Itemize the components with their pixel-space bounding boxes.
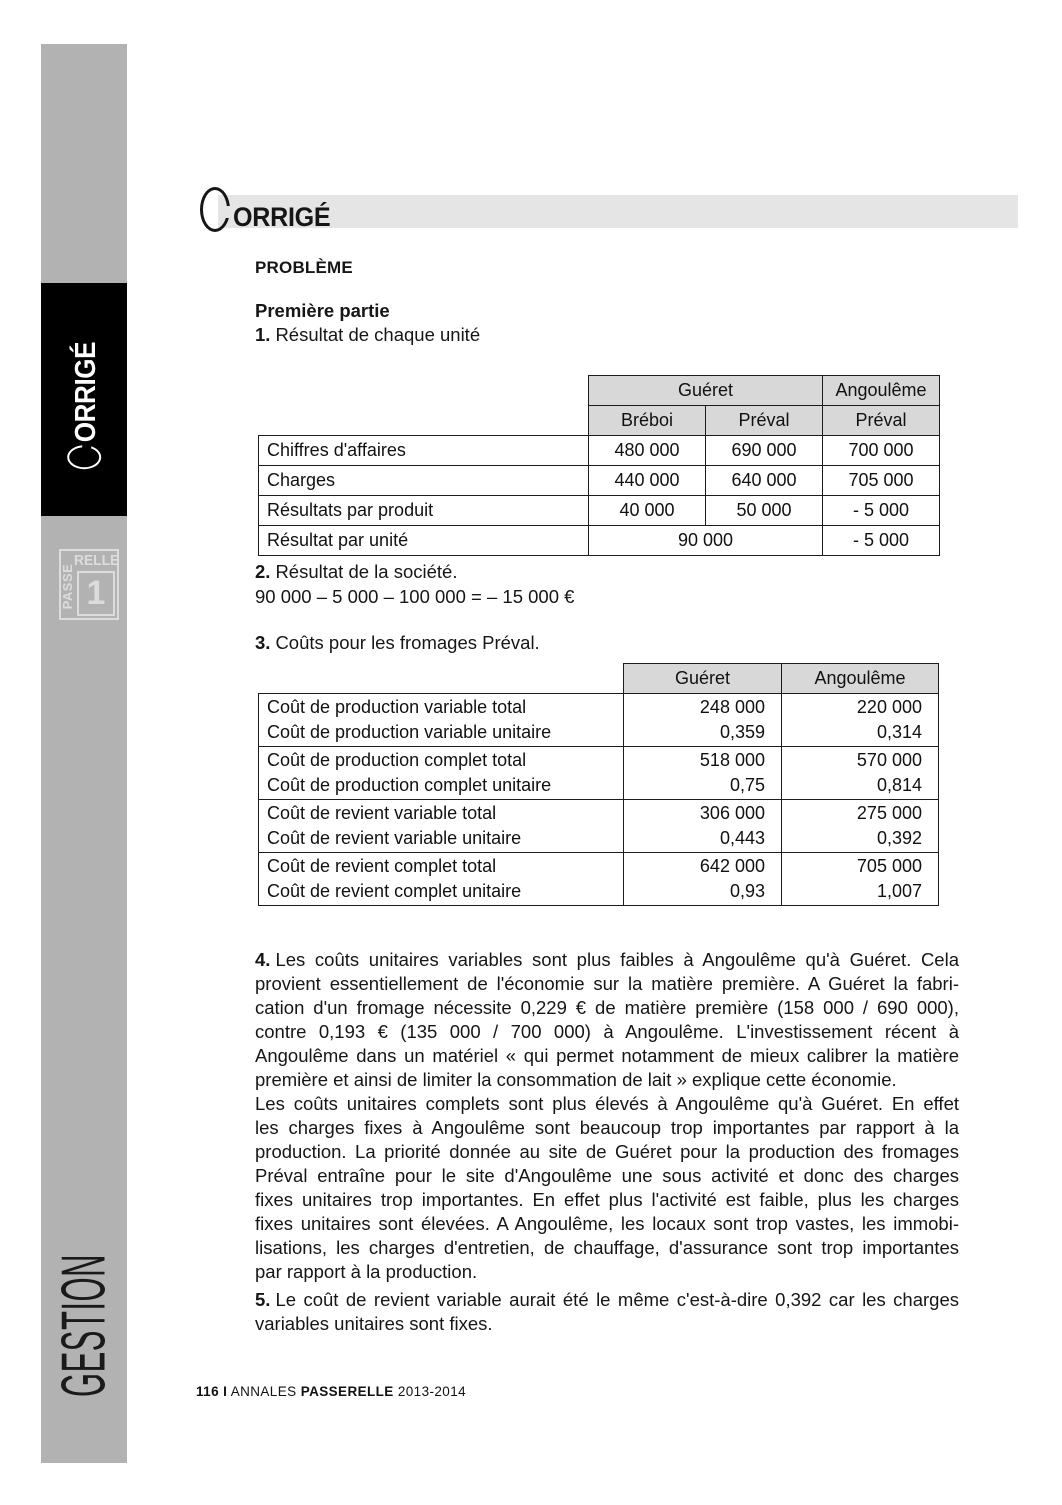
paragraph-line: provient essentiellement de l'économie sur la matière première. A Guéret la fabri- — [255, 973, 959, 994]
cell-value — [624, 800, 782, 853]
label-unit: Coût de revient complet unitaire — [267, 881, 522, 901]
label-unit: Coût de revient variable unitaire — [267, 828, 522, 848]
value-total: 570 000 — [856, 750, 922, 770]
table-row — [259, 853, 939, 906]
question-2-number: 2. — [255, 561, 271, 582]
cell-value — [624, 747, 782, 800]
paragraph-line — [255, 1288, 959, 1312]
label-unit: Coût de production variable unitaire — [267, 722, 552, 742]
row-label: Résultats par produit — [259, 496, 589, 526]
column-group-angouleme: Angoulême — [823, 376, 940, 406]
question-3-text: Coûts pour les fromages Préval. — [275, 632, 540, 653]
value-total: 518 000 — [699, 750, 765, 770]
table-row — [259, 747, 939, 800]
row-label — [259, 853, 624, 906]
badge-side-label: PASSE — [60, 563, 75, 610]
question-2-text: Résultat de la société. — [275, 561, 458, 582]
paragraph-line: Angoulême dans un matériel « qui permet notamment de mieux calibrer la matière — [255, 1045, 959, 1066]
value-unit: 0,392 — [876, 828, 922, 848]
cell-value — [624, 694, 782, 747]
table-row — [259, 466, 940, 496]
paragraph-line: Les coûts unitaires complets sont plus élevés à Angoulême qu'à Guéret. En effet — [255, 1093, 959, 1114]
footer-separator: I — [223, 1384, 228, 1399]
cost-table — [258, 663, 939, 906]
sidebar-subject — [41, 1245, 127, 1405]
cell-value: 480 000 — [589, 436, 706, 466]
value-unit: 0,93 — [729, 881, 765, 901]
sidebar-corrige-text: ORRIGÉ — [70, 341, 102, 442]
column-gueret: Guéret — [624, 664, 782, 694]
footer-brand: PASSERELLE — [300, 1384, 394, 1399]
paragraph-line: fixes unitaires sont élevées. A Angoulême, les locaux sont trop vastes, les immobi- — [255, 1213, 959, 1234]
paragraph-line: cation d'un fromage nécessite 0,229 € de matière première (158 000 / 690 000), — [255, 997, 959, 1018]
column-group-gueret: Guéret — [589, 376, 823, 406]
table-blank-cell — [259, 376, 589, 436]
table-row — [259, 800, 939, 853]
formula: 90 000 – 5 000 – 100 000 = – 15 000 € — [255, 586, 575, 607]
results-table — [258, 375, 940, 556]
paragraph-line: par rapport à la production. — [255, 1261, 478, 1282]
cell-value — [624, 853, 782, 906]
value-total: 220 000 — [856, 697, 922, 717]
column-breboi: Bréboi — [589, 406, 706, 436]
question-1 — [255, 324, 480, 346]
paragraph-line: Préval entraîne pour le site d'Angoulême une sous activité et donc des charges — [255, 1165, 959, 1186]
value-total: 248 000 — [699, 697, 765, 717]
paragraph-line: contre 0,193 € (135 000 / 700 000) à Angoulême. L'investissement récent à — [255, 1021, 959, 1042]
cell-value: 640 000 — [706, 466, 823, 496]
table-header-row — [259, 664, 939, 694]
value-unit: 0,314 — [876, 722, 922, 742]
paragraph-line — [255, 948, 959, 972]
corrige-header — [200, 187, 1020, 235]
value-total: 705 000 — [856, 856, 922, 876]
cell-value — [782, 694, 939, 747]
question-1-text: Résultat de chaque unité — [275, 324, 481, 345]
header-title — [200, 187, 1020, 232]
paragraph-line: lisations, les charges d'entretien, de chauffage, d'assurance sont trop importantes — [255, 1237, 959, 1258]
question-2 — [255, 559, 574, 584]
answer-5 — [255, 1288, 959, 1336]
row-label: Chiffres d'affaires — [259, 436, 589, 466]
sidebar-subject-label: GESTION — [49, 1253, 119, 1397]
cell-value: 700 000 — [823, 436, 940, 466]
value-unit: 0,443 — [719, 828, 765, 848]
part-heading: Première partie — [255, 300, 390, 321]
label-total: Coût de revient complet total — [267, 856, 497, 876]
question-5-number: 5. — [255, 1289, 271, 1310]
row-label: Charges — [259, 466, 589, 496]
question-1-number: 1. — [255, 324, 271, 345]
cell-value: - 5 000 — [823, 526, 940, 556]
row-label — [259, 694, 624, 747]
badge-top-label: RELLE — [74, 552, 120, 569]
question-3 — [255, 632, 540, 654]
header-title-text: ORRIGÉ — [233, 202, 331, 232]
paragraph-line: variables unitaires sont fixes. — [255, 1313, 493, 1334]
paragraph-line: production. La priorité donnée au site de Guéret pour la production des fromages — [255, 1141, 959, 1162]
value-unit: 1,007 — [876, 881, 922, 901]
value-unit: 0,75 — [729, 775, 765, 795]
value-total: 642 000 — [699, 856, 765, 876]
problem-heading: PROBLÈME — [255, 258, 353, 277]
column-preval-angouleme: Préval — [823, 406, 940, 436]
value-total: 275 000 — [856, 803, 922, 823]
answer-5-lines — [255, 1312, 959, 1336]
column-angouleme: Angoulême — [782, 664, 939, 694]
badge-number: 1 — [77, 571, 115, 616]
value-unit: 0,814 — [876, 775, 922, 795]
table-header-row — [259, 376, 940, 406]
answer-4 — [255, 948, 959, 1284]
paragraph-line: les charges fixes à Angoulême sont beaucoup trop importantes par rapport à la — [255, 1117, 959, 1138]
row-label: Résultat par unité — [259, 526, 589, 556]
label-total: Coût de production variable total — [267, 697, 527, 717]
table-row — [259, 436, 940, 466]
corrige-initial-ring-icon — [200, 187, 230, 232]
row-label — [259, 747, 624, 800]
paragraph-line: fixes unitaires trop importantes. En effet plus l'activité est faible, plus les charges — [255, 1189, 959, 1210]
column-preval-gueret: Préval — [706, 406, 823, 436]
page-footer — [196, 1384, 466, 1399]
sidebar-corrige-tab — [41, 283, 127, 516]
row-label — [259, 800, 624, 853]
question-4-number: 4. — [255, 949, 271, 970]
label-total: Coût de revient variable total — [267, 803, 497, 823]
label-unit: Coût de production complet unitaire — [267, 775, 552, 795]
value-total: 306 000 — [699, 803, 765, 823]
cell-value-merged: 90 000 — [589, 526, 823, 556]
cell-value: 690 000 — [706, 436, 823, 466]
cell-value: 440 000 — [589, 466, 706, 496]
cell-value: 40 000 — [589, 496, 706, 526]
answer-2 — [255, 559, 574, 609]
question-4-first-line: Les coûts unitaires variables sont plus faibles à Angoulême qu'à Guéret. Cela — [275, 949, 959, 970]
footer-years: 2013-2014 — [397, 1384, 467, 1399]
corrige-initial-ring-icon — [67, 445, 101, 469]
answer-4-paragraph-1 — [255, 972, 959, 1092]
table-row — [259, 526, 940, 556]
cell-value — [782, 747, 939, 800]
label-total: Coût de production complet total — [267, 750, 527, 770]
value-unit: 0,359 — [719, 722, 765, 742]
passerelle-badge — [59, 549, 119, 620]
cell-value — [782, 800, 939, 853]
cell-value: 705 000 — [823, 466, 940, 496]
table-row — [259, 496, 940, 526]
table-blank-cell — [259, 664, 624, 694]
sidebar-corrige-label — [67, 330, 101, 468]
question-3-number: 3. — [255, 632, 271, 653]
sidebar — [41, 44, 127, 1463]
paragraph-line: première et ainsi de limiter la consommation de lait » explique cette économie. — [255, 1069, 897, 1090]
footer-annales: ANNALES — [230, 1384, 297, 1399]
answer-4-paragraph-2 — [255, 1092, 959, 1284]
question-5-first-line: Le coût de revient variable aurait été le même c'est-à-dire 0,392 car les charges — [275, 1289, 959, 1310]
cell-value: - 5 000 — [823, 496, 940, 526]
page-number: 116 — [196, 1384, 219, 1399]
cell-value: 50 000 — [706, 496, 823, 526]
cell-value — [782, 853, 939, 906]
table-row — [259, 694, 939, 747]
